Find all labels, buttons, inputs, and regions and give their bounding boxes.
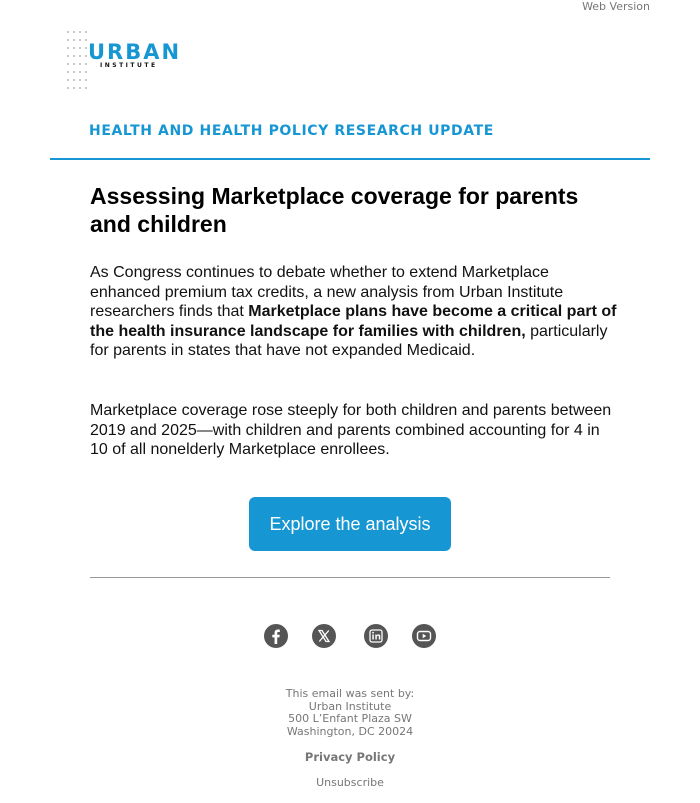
article-paragraph-1 (90, 263, 620, 361)
paragraph-1-bold: Marketplace plans have become a critical part of the health insurance landscape for families with children, (90, 303, 617, 340)
paragraph-1-text-b: particularly for parents in states that have not expanded Medicaid. (90, 322, 608, 360)
article-paragraph-2: Marketplace coverage rose steeply for both children and parents between 2019 and 2025—with children and parents combined accounting for 4 in 10 of all nonelderly Marketplace enrollees. (90, 402, 612, 459)
header-divider (50, 158, 650, 160)
footer-address-block (0, 688, 700, 738)
section-label: HEALTH AND HEALTH POLICY RESEARCH UPDATE (89, 123, 494, 139)
explore-analysis-button[interactable]: Explore the analysis (249, 497, 451, 551)
footer-address-line-2: Washington, DC 20024 (286, 724, 414, 738)
content-divider (90, 577, 610, 578)
web-version-link[interactable]: Web Version (582, 0, 650, 13)
youtube-icon[interactable] (412, 624, 436, 648)
logo-subtitle: INSTITUTE (100, 62, 158, 69)
logo-dot-grid (66, 30, 88, 94)
facebook-icon[interactable] (264, 624, 288, 648)
article-headline: Assessing Marketplace coverage for parents and children (90, 183, 579, 237)
paragraph-1-text-a: As Congress continues to debate whether to extend Marketplace enhanced premium tax credits, a new analysis from Urban Institute researchers finds that (90, 264, 564, 321)
footer-org: Urban Institute (308, 699, 392, 713)
privacy-policy-link[interactable]: Privacy Policy (304, 750, 396, 764)
linkedin-icon[interactable] (364, 624, 388, 648)
unsubscribe-link[interactable]: Unsubscribe (316, 776, 384, 789)
logo-wordmark: URBAN (88, 40, 182, 64)
footer-sent-by: This email was sent by: (285, 687, 415, 700)
x-icon[interactable] (312, 624, 336, 648)
urban-institute-logo (66, 30, 186, 94)
footer-address-line-1: 500 L’Enfant Plaza SW (288, 712, 412, 725)
